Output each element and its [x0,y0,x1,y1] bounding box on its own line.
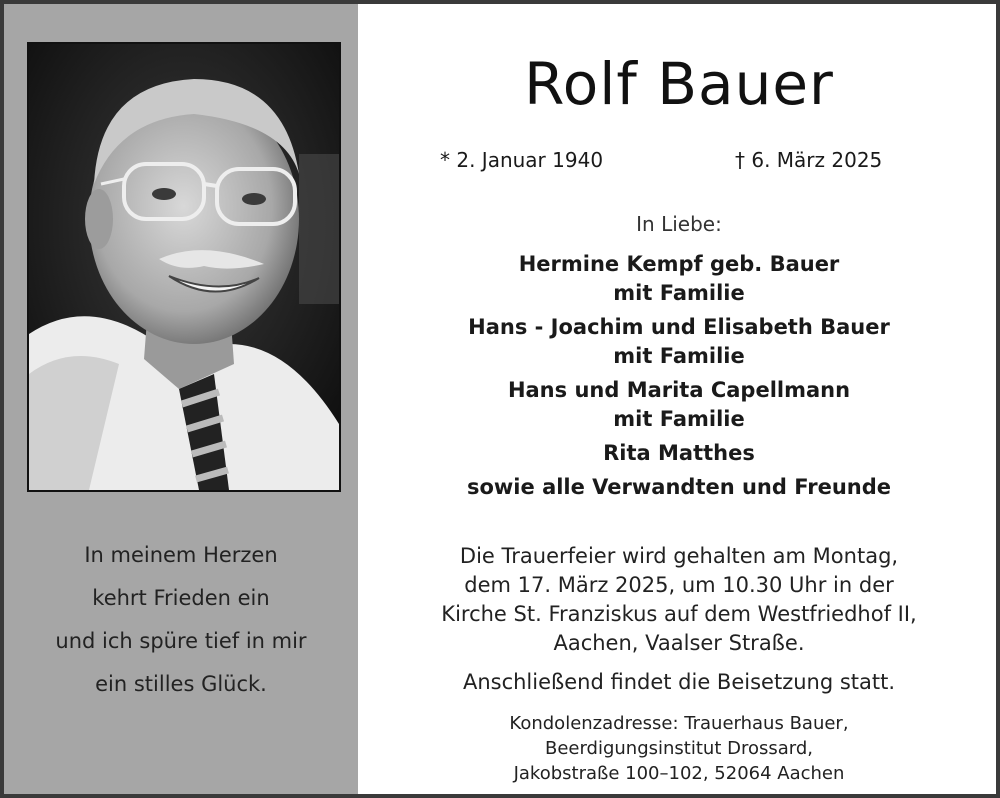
mourner-line: Hans und Marita Capellmann [507,378,851,402]
portrait-photo [27,42,341,492]
address-line: Kondolenzadresse: Trauerhaus Bauer, [509,713,849,734]
service-line: dem 17. März 2025, um 10.30 Uhr in der [464,573,894,597]
service-line: Aachen, Vaalser Straße. [553,631,805,655]
service-line: Kirche St. Franziskus auf dem Westfriedhof II, [441,602,917,626]
poem-line: kehrt Frieden ein [92,586,270,610]
address-line: Jakobstraße 100–102, 52064 Aachen [513,763,845,784]
left-panel [4,4,358,794]
service-details [358,542,1000,658]
mourner-group [358,250,1000,308]
birth-date: * 2. Januar 1940 [440,148,604,172]
poem-line: In meinem Herzen [84,543,278,567]
mourner-group [358,439,1000,468]
mourner-line: mit Familie [613,281,745,305]
mourner-line: Hans - Joachim und Elisabeth Bauer [468,315,890,339]
condolence-address [358,711,1000,786]
mourner-line: Rita Matthes [603,441,755,465]
mourner-group [358,473,1000,502]
service-line: Die Trauerfeier wird gehalten am Montag, [459,544,899,568]
address-line: Beerdigungsinstitut Drossard, [544,738,814,759]
poem-line: ein stilles Glück. [95,672,267,696]
mourner-line: mit Familie [613,344,745,368]
death-date: † 6. März 2025 [735,148,883,172]
mourners-intro: In Liebe: [636,212,722,236]
poem-line: und ich spüre tief in mir [55,629,307,653]
mourner-group [358,376,1000,434]
poem [4,534,358,706]
right-panel [358,4,1000,794]
mourner-line: Hermine Kempf geb. Bauer [518,252,840,276]
deceased-name: Rolf Bauer [524,50,834,118]
burial-note: Anschließend findet die Beisetzung statt. [462,670,896,694]
mourner-line: mit Familie [613,407,745,431]
mourner-line: sowie alle Verwandten und Freunde [466,475,892,499]
mourners-list [358,250,1000,502]
mourner-group [358,313,1000,371]
